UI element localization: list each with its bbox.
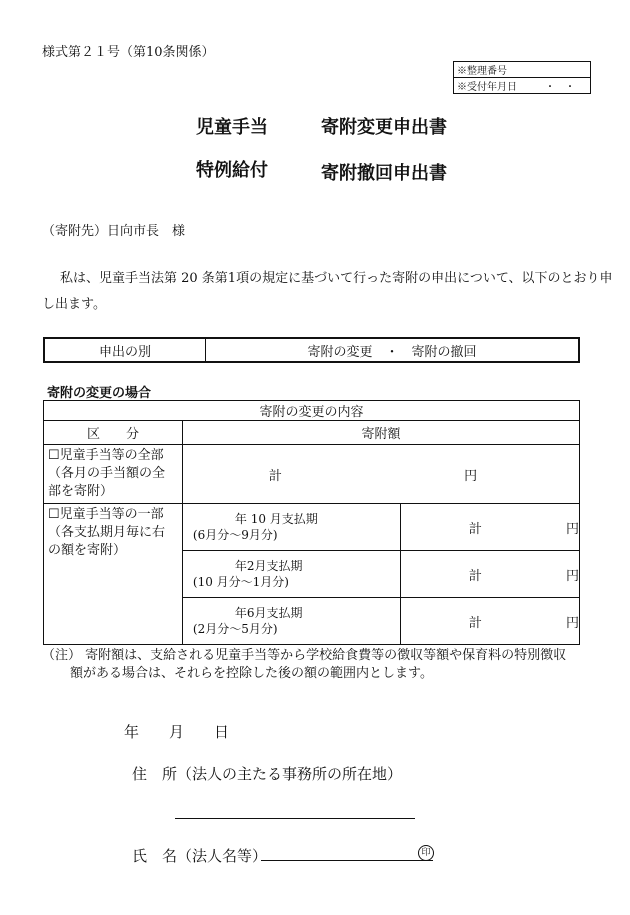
name-label: 氏 名（法人名等） <box>132 847 268 865</box>
title-change-request: 寄附変更申出書 <box>321 117 447 138</box>
title-withdrawal-request: 寄附撤回申出書 <box>321 163 447 184</box>
request-type-label: 申出の別 <box>44 338 206 362</box>
all-allowance-yen: 円 <box>464 468 478 484</box>
address-line <box>175 818 415 819</box>
payment-yen: 円 <box>565 615 579 631</box>
form-number: 様式第２１号（第10条関係） <box>42 45 215 60</box>
name-line <box>261 860 433 861</box>
payment-period-months: (2月分～5月分) <box>192 622 278 636</box>
change-section-heading: 寄附の変更の場合 <box>47 386 152 401</box>
payment-period-amount <box>400 598 579 645</box>
addressee: （寄附先）日向市長 様 <box>42 224 186 239</box>
all-allowance-amount <box>182 445 579 504</box>
column-category: 区 分 <box>44 421 183 445</box>
body-text-line2: し出ます。 <box>42 297 106 312</box>
payment-period-amount <box>400 551 579 598</box>
all-allowance-option: ☐児童手当等の全部（各月の手当額の全部を寄附） <box>44 445 183 504</box>
payment-total-label: 計 <box>468 521 482 537</box>
note-line1: （注） 寄附額は、支給される児童手当等から学校給食費等の徴収等額や保育料の特別徴収 <box>42 648 567 663</box>
payment-period-title: 年6月支払期 <box>234 606 303 620</box>
date-label: 年 月 日 <box>124 723 230 741</box>
payment-yen: 円 <box>565 521 579 537</box>
payment-period-title: 年 10 月支払期 <box>234 512 318 526</box>
seal-mark: 印 <box>418 845 434 861</box>
change-table-header: 寄附の変更の内容 <box>44 401 580 421</box>
payment-period-title: 年2月支払期 <box>234 559 303 573</box>
title-special-benefit: 特例給付 <box>196 160 268 181</box>
registry-box <box>453 61 591 94</box>
registry-date-dots: ・ ・ <box>545 82 575 93</box>
body-text-line1: 私は、児童手当法第 20 条第1項の規定に基づいて行った寄附の申出について、以下のとおり申 <box>60 271 613 286</box>
payment-total-label: 計 <box>468 615 482 631</box>
registry-date-row <box>454 78 591 94</box>
payment-period-months: (10 月分～1月分) <box>192 575 289 589</box>
payment-period <box>182 551 400 598</box>
column-amount: 寄附額 <box>182 421 579 445</box>
registry-date-label: ※受付年月日 <box>457 82 517 93</box>
change-table <box>43 400 580 645</box>
payment-period-amount <box>400 504 579 551</box>
request-type-table <box>43 337 580 363</box>
payment-period <box>182 504 400 551</box>
payment-period <box>182 598 400 645</box>
payment-total-label: 計 <box>468 568 482 584</box>
all-allowance-total-label: 計 <box>268 468 282 484</box>
address-label: 住 所（法人の主たる事務所の所在地） <box>132 765 403 783</box>
title-child-allowance: 児童手当 <box>196 117 268 138</box>
registry-number-label: ※整理番号 <box>454 62 591 78</box>
payment-period-months: (6月分～9月分) <box>192 528 278 542</box>
payment-yen: 円 <box>565 568 579 584</box>
note-line2: 額がある場合は、それらを控除した後の額の範囲内とします。 <box>70 666 433 681</box>
request-type-value: 寄附の変更 ・ 寄附の撤回 <box>206 338 580 362</box>
partial-allowance-option: ☐児童手当等の一部（各支払期月毎に右の額を寄附） <box>44 504 183 645</box>
